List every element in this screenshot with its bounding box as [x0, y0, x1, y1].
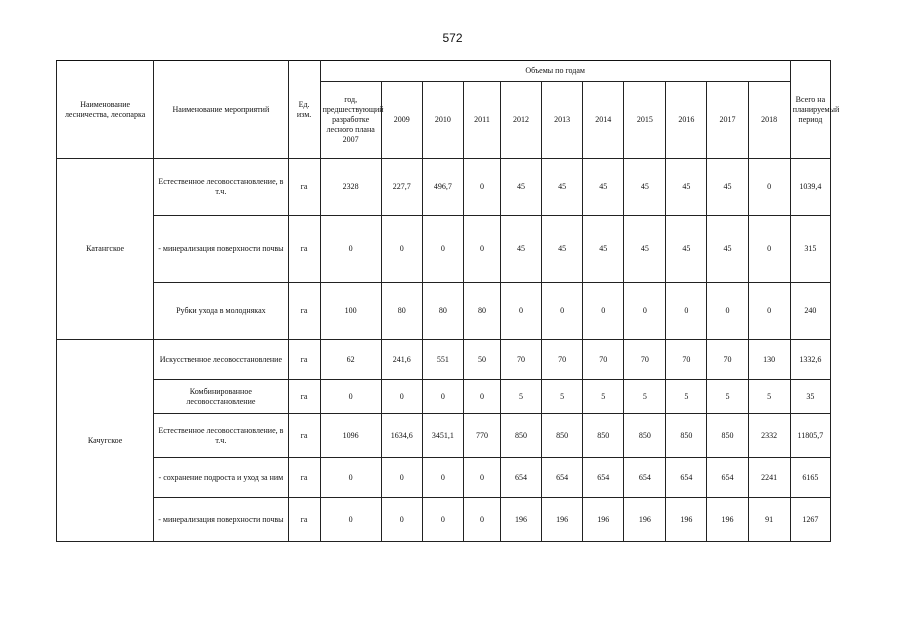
- header-prev-year: год, предшествующий разработке лесного плана 2007: [320, 82, 381, 159]
- value-cell: 0: [463, 458, 500, 498]
- value-cell: 45: [583, 159, 624, 216]
- value-cell: 5: [501, 380, 542, 414]
- header-forestry: Наименование лесничества, лесопарка: [57, 61, 154, 159]
- prev-year-cell: 0: [320, 458, 381, 498]
- value-cell: 196: [707, 498, 748, 542]
- value-cell: 0: [624, 283, 666, 340]
- value-cell: 196: [542, 498, 583, 542]
- unit-cell: га: [288, 380, 320, 414]
- value-cell: 50: [463, 340, 500, 380]
- activity-name: - сохранение подроста и уход за ним: [154, 458, 288, 498]
- value-cell: 850: [583, 414, 624, 458]
- activity-name: - минерализация поверхности почвы: [154, 216, 288, 283]
- value-cell: 196: [501, 498, 542, 542]
- unit-cell: га: [288, 283, 320, 340]
- value-cell: 45: [583, 216, 624, 283]
- activity-name: Естественное лесовосстановление, в т.ч.: [154, 159, 288, 216]
- header-unit: Ед. изм.: [288, 61, 320, 159]
- value-cell: 80: [381, 283, 422, 340]
- value-cell: 70: [583, 340, 624, 380]
- forest-activities-table: [56, 60, 840, 542]
- unit-cell: га: [288, 498, 320, 542]
- value-cell: 654: [542, 458, 583, 498]
- value-cell: 5: [707, 380, 748, 414]
- value-cell: 0: [463, 159, 500, 216]
- value-cell: 2241: [748, 458, 790, 498]
- value-cell: 130: [748, 340, 790, 380]
- value-cell: 45: [666, 159, 707, 216]
- prev-year-cell: 0: [320, 498, 381, 542]
- table-row: [57, 414, 831, 458]
- table-row: [57, 340, 831, 380]
- value-cell: 45: [624, 159, 666, 216]
- header-year: 2009: [381, 82, 422, 159]
- value-cell: 770: [463, 414, 500, 458]
- value-cell: 0: [381, 458, 422, 498]
- header-years-group: Объемы по годам: [320, 61, 790, 82]
- value-cell: 241,6: [381, 340, 422, 380]
- activity-name: Рубки ухода в молодняках: [154, 283, 288, 340]
- table-row: [57, 380, 831, 414]
- value-cell: 0: [463, 380, 500, 414]
- unit-cell: га: [288, 458, 320, 498]
- value-cell: 0: [422, 458, 463, 498]
- value-cell: 91: [748, 498, 790, 542]
- value-cell: 0: [748, 216, 790, 283]
- header-year: 2016: [666, 82, 707, 159]
- value-cell: 80: [463, 283, 500, 340]
- value-cell: 0: [748, 283, 790, 340]
- value-cell: 5: [748, 380, 790, 414]
- activity-name: Комбинированное лесовосстановление: [154, 380, 288, 414]
- value-cell: 5: [583, 380, 624, 414]
- value-cell: 70: [542, 340, 583, 380]
- value-cell: 45: [542, 216, 583, 283]
- value-cell: 80: [422, 283, 463, 340]
- header-year: 2010: [422, 82, 463, 159]
- value-cell: 654: [583, 458, 624, 498]
- prev-year-cell: 0: [320, 216, 381, 283]
- value-cell: 0: [748, 159, 790, 216]
- header-year: 2012: [501, 82, 542, 159]
- value-cell: 0: [422, 216, 463, 283]
- value-cell: 0: [422, 498, 463, 542]
- value-cell: 0: [381, 216, 422, 283]
- value-cell: 0: [463, 498, 500, 542]
- value-cell: 1634,6: [381, 414, 422, 458]
- value-cell: 45: [666, 216, 707, 283]
- forestry-name: Катангское: [57, 159, 154, 340]
- value-cell: 654: [666, 458, 707, 498]
- unit-cell: га: [288, 340, 320, 380]
- total-cell: 1039,4: [790, 159, 830, 216]
- table-row: [57, 283, 831, 340]
- page-number: 572: [442, 31, 463, 45]
- value-cell: 196: [666, 498, 707, 542]
- prev-year-cell: 100: [320, 283, 381, 340]
- value-cell: 0: [381, 498, 422, 542]
- total-cell: 6165: [790, 458, 830, 498]
- value-cell: 196: [624, 498, 666, 542]
- value-cell: 45: [624, 216, 666, 283]
- value-cell: 227,7: [381, 159, 422, 216]
- value-cell: 5: [624, 380, 666, 414]
- header-total: Всего на планируемый период: [790, 61, 830, 159]
- value-cell: 45: [501, 159, 542, 216]
- unit-cell: га: [288, 216, 320, 283]
- header-year: 2014: [583, 82, 624, 159]
- value-cell: 0: [707, 283, 748, 340]
- value-cell: 0: [381, 380, 422, 414]
- header-year: 2015: [624, 82, 666, 159]
- activity-name: - минерализация поверхности почвы: [154, 498, 288, 542]
- total-cell: 35: [790, 380, 830, 414]
- activity-name: Искусственное лесовосстановление: [154, 340, 288, 380]
- value-cell: 654: [707, 458, 748, 498]
- prev-year-cell: 62: [320, 340, 381, 380]
- value-cell: 0: [542, 283, 583, 340]
- value-cell: 496,7: [422, 159, 463, 216]
- value-cell: 45: [542, 159, 583, 216]
- total-cell: 315: [790, 216, 830, 283]
- forestry-name: Качугское: [57, 340, 154, 542]
- value-cell: 850: [707, 414, 748, 458]
- value-cell: 654: [624, 458, 666, 498]
- value-cell: 45: [707, 216, 748, 283]
- header-year: 2013: [542, 82, 583, 159]
- prev-year-cell: 2328: [320, 159, 381, 216]
- value-cell: 45: [501, 216, 542, 283]
- value-cell: 0: [501, 283, 542, 340]
- table-row: [57, 498, 831, 542]
- total-cell: 11805,7: [790, 414, 830, 458]
- header-year: 2018: [748, 82, 790, 159]
- value-cell: 0: [422, 380, 463, 414]
- value-cell: 3451,1: [422, 414, 463, 458]
- header-year: 2017: [707, 82, 748, 159]
- table-row: [57, 458, 831, 498]
- value-cell: 45: [707, 159, 748, 216]
- value-cell: 70: [666, 340, 707, 380]
- value-cell: 196: [583, 498, 624, 542]
- value-cell: 2332: [748, 414, 790, 458]
- value-cell: 850: [624, 414, 666, 458]
- unit-cell: га: [288, 414, 320, 458]
- total-cell: 1332,6: [790, 340, 830, 380]
- table-row: [57, 216, 831, 283]
- total-cell: 1267: [790, 498, 830, 542]
- value-cell: 551: [422, 340, 463, 380]
- value-cell: 70: [501, 340, 542, 380]
- value-cell: 0: [463, 216, 500, 283]
- value-cell: 70: [624, 340, 666, 380]
- value-cell: 850: [501, 414, 542, 458]
- value-cell: 654: [501, 458, 542, 498]
- activity-name: Естественное лесовосстановление, в т.ч.: [154, 414, 288, 458]
- prev-year-cell: 0: [320, 380, 381, 414]
- header-year: 2011: [463, 82, 500, 159]
- value-cell: 0: [666, 283, 707, 340]
- value-cell: 850: [666, 414, 707, 458]
- value-cell: 5: [666, 380, 707, 414]
- total-cell: 240: [790, 283, 830, 340]
- value-cell: 70: [707, 340, 748, 380]
- unit-cell: га: [288, 159, 320, 216]
- value-cell: 0: [583, 283, 624, 340]
- prev-year-cell: 1096: [320, 414, 381, 458]
- value-cell: 5: [542, 380, 583, 414]
- table-row: [57, 159, 831, 216]
- header-activity: Наименование мероприятий: [154, 61, 288, 159]
- value-cell: 850: [542, 414, 583, 458]
